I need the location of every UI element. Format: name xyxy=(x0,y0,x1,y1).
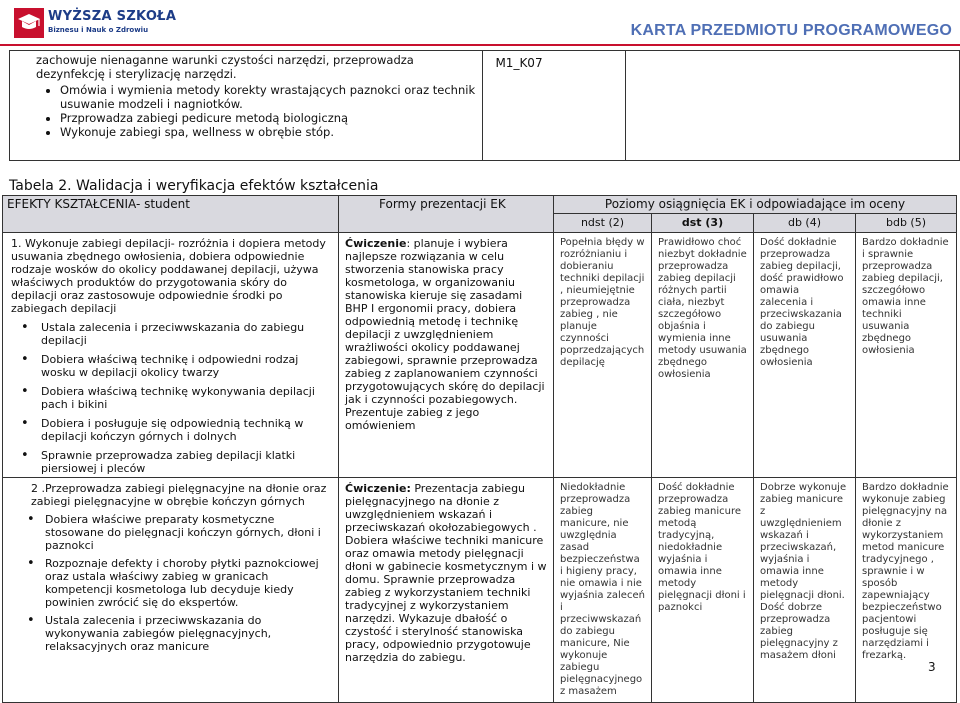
effect-code: M1_K07 xyxy=(483,51,626,161)
list-item: • Przprowadza zabiegi pedicure metodą biologiczną xyxy=(60,111,478,125)
effect-bullets xyxy=(11,321,334,475)
form-cell xyxy=(339,233,554,478)
list-item: • Dobiera właściwe preparaty kosmetyczne stosowane do pielęgnacji kończyn górnych, dłoni i paznokci xyxy=(31,513,334,552)
form-label: Ćwiczenie: xyxy=(345,482,411,495)
document-title: KARTA PRZEDMIOTU PROGRAMOWEGO xyxy=(630,22,952,39)
list-item: • Rozpoznaje defekty i choroby płytki paznokciowej oraz ustala właściwy zabieg w granicach kompetencji kosmetologa lub decyduje kiedy powinien zwrócić się do ekspertów. xyxy=(31,557,334,609)
form-label: Ćwiczenie xyxy=(345,237,407,250)
effect-intro: 1. Wykonuje zabiegi depilacji- rozróżnia i dopiera metody usuwania zbędnego owłosienia, dobiera odpowiednie rodzaje wosków do okolicy poddawanej depilacji, używa właściwych produktów do przygotowania skóry do depilacji oraz zastosowuje odpowiednie środki po zabiegach depilacji xyxy=(11,237,326,315)
grade-dst: Prawidłowo choć niezbyt dokładnie przeprowadza zabieg depilacji różnych partii ciała, niezbyt szczegółowo objaśnia i wymienia inne metody usuwania zbędnego owłosienia xyxy=(652,233,754,478)
continuation-bullets xyxy=(36,83,478,139)
col-header-forms: Formy prezentacji EK xyxy=(339,196,554,233)
logo-name: WYŻSZA SZKOŁA xyxy=(48,9,177,24)
level-bdb: bdb (5) xyxy=(856,214,957,233)
effect-bullets xyxy=(31,513,334,653)
page-number: 3 xyxy=(928,660,936,674)
effect-cell xyxy=(3,233,339,478)
form-cell xyxy=(339,478,554,703)
list-item: • Sprawnie przeprowadza zabieg depilacji klatki piersiowej i pleców xyxy=(11,449,334,475)
col-header-levels: Poziomy osiągnięcia EK i odpowiadające im oceny xyxy=(554,196,957,214)
empty-cell xyxy=(625,51,959,161)
section-title: Tabela 2. Walidacja i weryfikacja efektów kształcenia xyxy=(9,178,379,194)
page-header xyxy=(0,0,960,46)
header-divider xyxy=(0,44,960,46)
grade-ndst: Niedokładnie przeprowadza zabieg manicure, nie uwzględnia zasad bezpieczeństwa i higieny pracy, nie omawia i nie wyjaśnia zaleceń i przeciwwskazań do zabiegu manicure, Nie wykonuje zabiegu pielęgnacyjnego z masażem xyxy=(554,478,652,703)
grade-db: Dość dokładnie przeprowadza zabieg depilacji, dość prawidłowo omawia zalecenia i przeciwskazania do zabiegu usuwania zbędnego owłosienia xyxy=(754,233,856,478)
grade-bdb: Bardzo dokładnie i sprawnie przeprowadza zabieg depilacji, szczegółowo omawia inne techniki usuwania zbędnego owłosienia xyxy=(856,233,957,478)
effect-intro: 2 .Przeprowadza zabiegi pielęgnacyjne na dłonie oraz zabiegi pielęgnacyjne w obrębie kończyn górnych xyxy=(31,482,327,508)
list-item: • Omówia i wymienia metody korekty wrastających paznokci oraz technik usuwanie modzeli i nagniotków. xyxy=(60,83,478,111)
grade-dst: Dość dokładnie przeprowadza zabieg manicure metodą tradycyjną, niedokładnie wyjaśnia i omawia inne metody pielęgnacji dłoni i paznokci xyxy=(652,478,754,703)
effect-cell xyxy=(3,478,339,703)
list-item: • Dobiera właściwą technikę wykonywania depilacji pach i bikini xyxy=(11,385,334,411)
form-text: : planuje i wybiera najlepsze rozwiązania w celu stworzenia stanowiska pracy kosmetologa, w organizowaniu stanowiska kieruje się zasadami BHP I ergonomii pracy, dobiera odpowiednią metodę i technikę depilacji z uwzględnieniem wrażliwości okolicy poddawanej zabiegowi, sprawnie przeprowadza zabieg z zaplanowaniem czynności przygotowujących skórę do depilacji jak i czynności pozabiegowych. Prezentuje zabieg z jego omówieniem xyxy=(345,237,545,432)
list-item: • Wykonuje zabiegi spa, wellness w obrębie stóp. xyxy=(60,125,478,139)
list-item: • Ustala zalecenia i przeciwwskazania do zabiegu depilacji xyxy=(11,321,334,347)
logo-subtitle: Biznesu i Nauk o Zdrowiu xyxy=(48,26,149,34)
logo-emblem xyxy=(14,8,44,38)
grade-db: Dobrze wykonuje zabieg manicure z uwzględnieniem wskazań i przeciwskazań, wyjaśnia i omawia inne metody pielęgnacji dłoni. Dość dobrze przeprowadza zabieg pielęgnacyjny z masażem dłoni xyxy=(754,478,856,703)
level-ndst: ndst (2) xyxy=(554,214,652,233)
grade-bdb: Bardzo dokładnie wykonuje zabieg pielęgnacyjny na dłonie z wykorzystaniem metod manicure tradycyjnego , sprawnie i w sposób zapewniający bezpieczeństwo pacjentowi posługuje się narzędziami i frezarką. xyxy=(856,478,957,703)
grade-ndst: Popełnia błędy w rozróżnianiu i dobieraniu techniki depilacji , nieumiejętnie przeprowadza zabieg , nie planuje czynności poprzedzających depilację xyxy=(554,233,652,478)
list-item: • Ustala zalecenia i przeciwwskazania do wykonywania zabiegów pielęgnacyjnych, relaksacyjnych oraz manicure xyxy=(31,614,334,653)
table-row xyxy=(3,233,957,478)
continuation-line: zachowuje nienaganne warunki czystości narzędzi, przeprowadza dezynfekcję i sterylizację narzędzi. xyxy=(36,53,414,81)
level-db: db (4) xyxy=(754,214,856,233)
continuation-effects-cell xyxy=(10,51,483,161)
list-item: • Dobiera właściwą technikę i odpowiedni rodzaj wosku w depilacji okolicy twarzy xyxy=(11,353,334,379)
school-logo xyxy=(14,8,177,38)
list-item: • Dobiera i posługuje się odpowiednią techniką w depilacji kończyn górnych i dolnych xyxy=(11,417,334,443)
header-row xyxy=(3,196,957,214)
form-text: Prezentacja zabiegu pielęgnacyjnego na dłonie z uwzględnieniem wskazań i przeciwskazań okołozabiegowych . Dobiera właściwe techniki manicure oraz omawia metody pielęgnacji dłoni w gabinecie kosmetycznym i w domu. Sprawnie przeprowadza zabieg z wykorzystaniem techniki tradycyjnej z wykorzystaniem narzędzi. Wykazuje dbałość o czystość i sterylność stanowiska pracy, odpowiednio przygotowuje narzędzia do zabiegu. xyxy=(345,482,547,664)
level-dst: dst (3) xyxy=(652,214,754,233)
col-header-effects: EFEKTY KSZTAŁCENIA- student xyxy=(3,196,339,233)
table-row xyxy=(3,478,957,703)
validation-table xyxy=(2,195,957,703)
continuation-table xyxy=(9,50,960,161)
graduation-cap-icon xyxy=(17,12,41,34)
